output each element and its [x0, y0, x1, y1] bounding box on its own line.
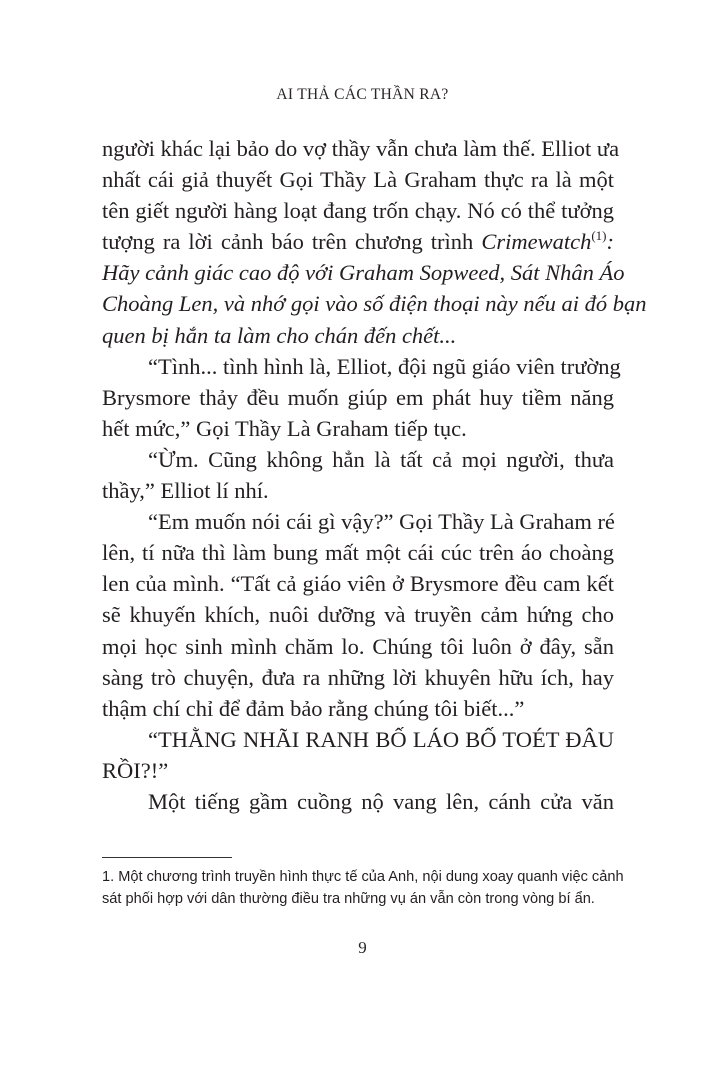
body-line: “Tình... tình hình là, Elliot, đội ngũ giáo viên trường — [148, 353, 621, 379]
page-number: 9 — [358, 938, 367, 957]
body-line: lên, tí nữa thì làm bung mất một cái cúc trên áo choàng — [102, 540, 614, 566]
body-line: “THẰNG NHÃI RANH BỐ LÁO BỐ TOÉT ĐÂU — [148, 726, 614, 752]
body-line: RỒI?!” — [102, 757, 169, 783]
body-line: thậm chí chỉ để đảm bảo rằng chúng tôi biết...” — [102, 695, 525, 721]
body-line: nhất cái giả thuyết Gọi Thầy Là Graham thực ra là một — [102, 167, 614, 193]
crimewatch-title: Crimewatch — [481, 229, 592, 255]
body-line-italic: quen bị hắn ta làm cho chán đến chết... — [102, 322, 457, 348]
body-line: hết mức,” Gọi Thầy Là Graham tiếp tục. — [102, 415, 467, 441]
footnote — [102, 866, 624, 910]
body-line: len của mình. “Tất cả giáo viên ở Brysmore đều cam kết — [102, 571, 614, 597]
footnote-line: sát phối hợp với dân thường điều tra những vụ án vẫn còn trong vòng bí ẩn. — [102, 891, 595, 907]
body-line: Brysmore thảy đều muốn giúp em phát huy tiềm năng — [102, 384, 614, 410]
body-line-italic: Choàng Len, và nhớ gọi vào số điện thoại này nếu ai đó bạn — [102, 291, 647, 317]
colon: : — [606, 229, 614, 255]
footnote-reference[interactable]: (1) — [591, 228, 607, 244]
body-line: mọi học sinh mình chăm lo. Chúng tôi luôn ở đây, sẵn — [102, 633, 614, 659]
footnote-line: 1. Một chương trình truyền hình thực tế của Anh, nội dung xoay quanh việc cảnh — [102, 869, 624, 885]
body-line-crimewatch — [102, 226, 614, 257]
body-line: “Em muốn nói cái gì vậy?” Gọi Thầy Là Graham ré — [148, 509, 615, 535]
body-line: tên giết người hàng loạt đang trốn chạy. Nó có thể tưởng — [102, 198, 614, 224]
body-line-text: tượng ra lời cảnh báo trên chương trình — [102, 229, 482, 255]
body-line: Một tiếng gầm cuồng nộ vang lên, cánh cửa văn — [148, 788, 614, 814]
footnote-divider — [102, 857, 232, 858]
body-text — [102, 133, 647, 817]
body-line: người khác lại bảo do vợ thầy vẫn chưa làm thế. Elliot ưa — [102, 136, 620, 161]
body-line: sàng trò chuyện, đưa ra những lời khuyên hữu ích, hay — [102, 664, 614, 690]
body-line: thầy,” Elliot lí nhí. — [102, 478, 269, 504]
body-line: sẽ khuyến khích, nuôi dưỡng và truyền cảm hứng cho — [102, 602, 614, 628]
body-line-italic: Hãy cảnh giác cao độ với Graham Sopweed, Sát Nhân Áo — [102, 260, 625, 286]
running-header: AI THẢ CÁC THẦN RA? — [276, 86, 449, 103]
body-line: “Ừm. Cũng không hẳn là tất cả mọi người, thưa — [148, 446, 614, 472]
